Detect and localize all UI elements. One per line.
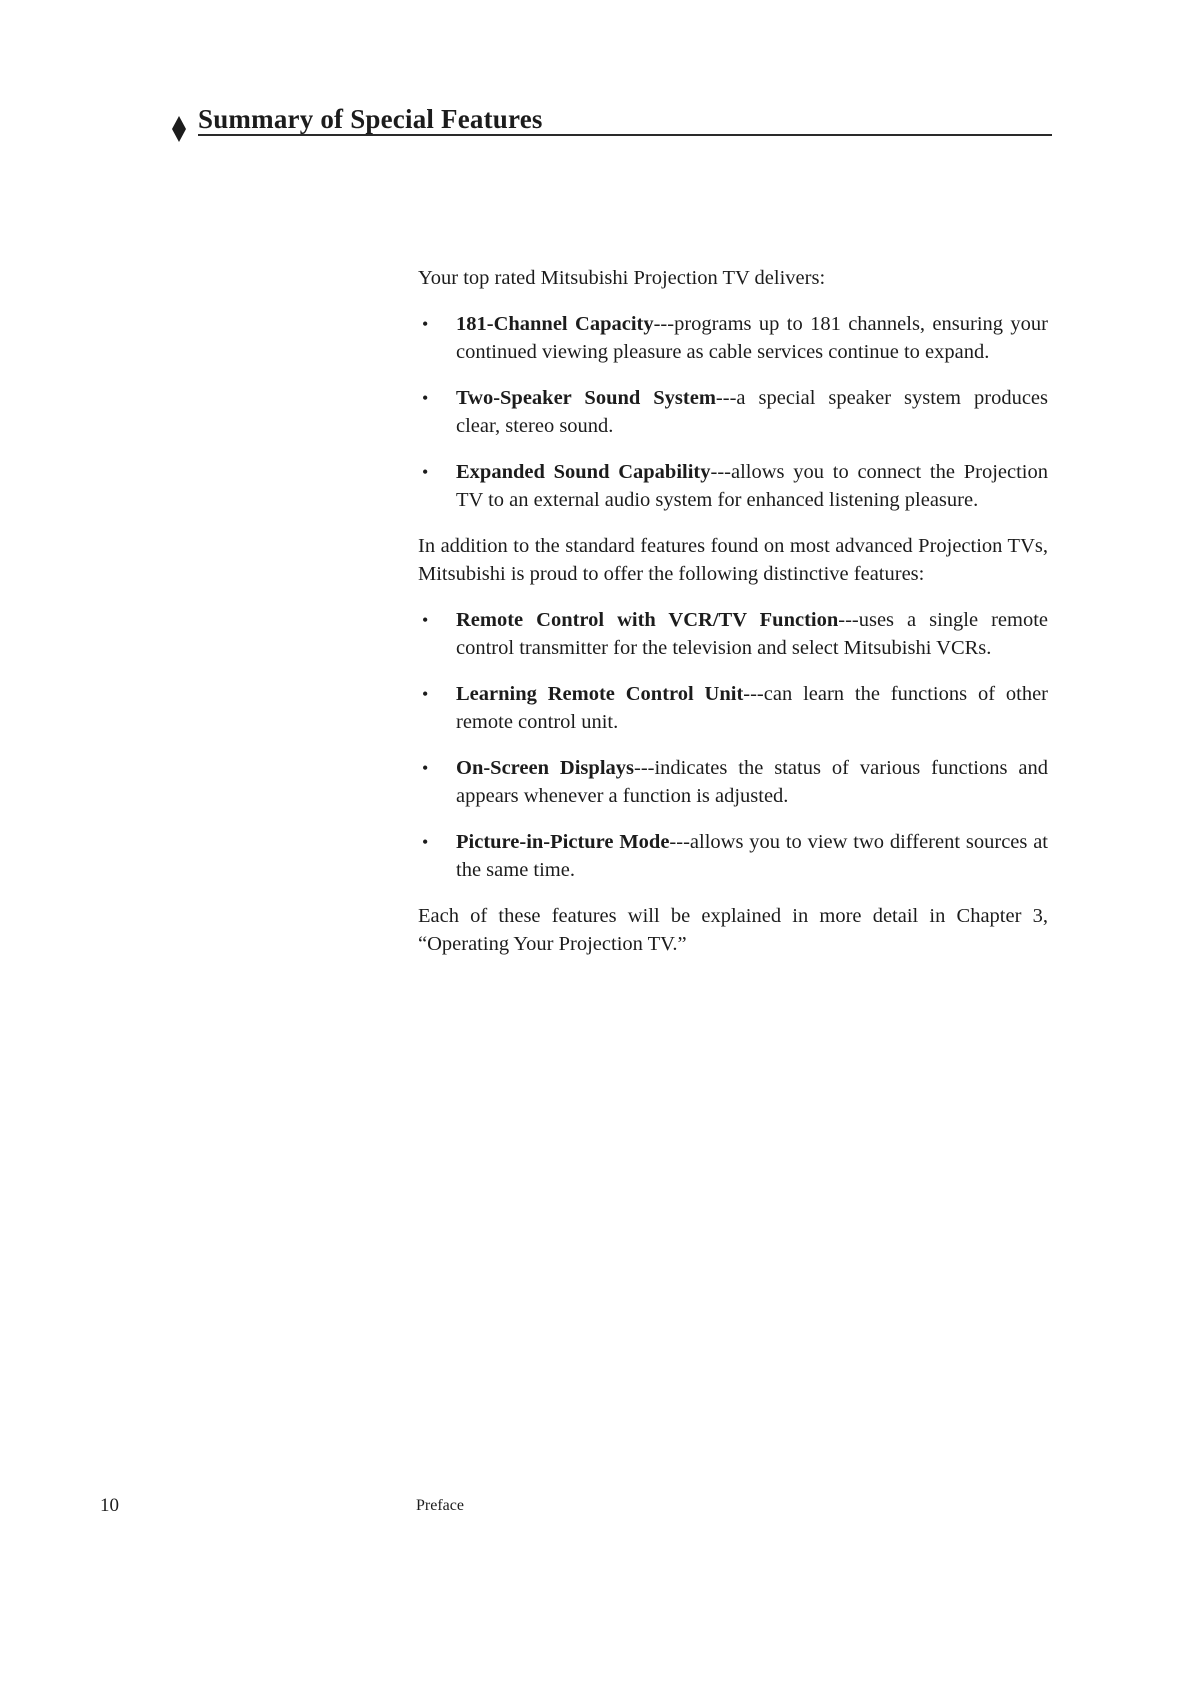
- feature-description: ---a special speaker system produces clear, stereo sound.: [456, 387, 1048, 437]
- addition-paragraph: In addition to the standard features found on most advanced Projection TVs, Mitsubishi is proud to offer the following distinctive features:: [418, 535, 1048, 585]
- page-header: [172, 100, 1052, 144]
- page-number: 10: [100, 1495, 119, 1516]
- list-item: [418, 680, 1048, 736]
- bullet-icon: •: [422, 314, 429, 334]
- feature-name: On-Screen Displays: [456, 757, 634, 779]
- diamond-icon: [172, 116, 186, 142]
- feature-description: ---uses a single remote control transmitter for the television and select Mitsubishi VCRs.: [456, 609, 1048, 659]
- bullet-icon: •: [422, 758, 429, 778]
- feature-description: ---programs up to 181 channels, ensuring your continued viewing pleasure as cable services continue to expand.: [456, 313, 1048, 363]
- feature-name: 181-Channel Capacity: [456, 313, 654, 335]
- feature-name: Expanded Sound Capability: [456, 461, 711, 483]
- feature-name: Remote Control with VCR/TV Function: [456, 609, 839, 631]
- feature-list-distinctive: [418, 606, 1048, 884]
- list-item: [418, 310, 1048, 366]
- intro-paragraph: Your top rated Mitsubishi Projection TV delivers:: [418, 267, 826, 289]
- list-item: [418, 828, 1048, 884]
- list-item: [418, 754, 1048, 810]
- main-content: [418, 264, 1048, 976]
- bullet-icon: •: [422, 832, 429, 852]
- bullet-icon: •: [422, 388, 429, 408]
- list-item: [418, 384, 1048, 440]
- title-underline: [198, 134, 1052, 136]
- bullet-icon: •: [422, 462, 429, 482]
- feature-description: ---allows you to view two different sources at the same time.: [456, 831, 1048, 881]
- bullet-icon: •: [422, 610, 429, 630]
- feature-list-standard: [418, 310, 1048, 514]
- page-title: Summary of Special Features: [198, 104, 543, 134]
- feature-name: Two-Speaker Sound System: [456, 387, 716, 409]
- list-item: [418, 606, 1048, 662]
- feature-name: Learning Remote Control Unit: [456, 683, 744, 705]
- list-item: [418, 458, 1048, 514]
- feature-description: ---can learn the functions of other remote control unit.: [456, 683, 1048, 733]
- feature-name: Picture-in-Picture Mode: [456, 831, 670, 853]
- feature-description: ---indicates the status of various functions and appears whenever a function is adjusted.: [456, 757, 1048, 807]
- footer-section-label: Preface: [416, 1497, 464, 1514]
- closing-paragraph: Each of these features will be explained in more detail in Chapter 3, “Operating Your Projection TV.”: [418, 905, 1048, 955]
- feature-description: ---allows you to connect the Projection TV to an external audio system for enhanced listening pleasure.: [456, 461, 1048, 511]
- bullet-icon: •: [422, 684, 429, 704]
